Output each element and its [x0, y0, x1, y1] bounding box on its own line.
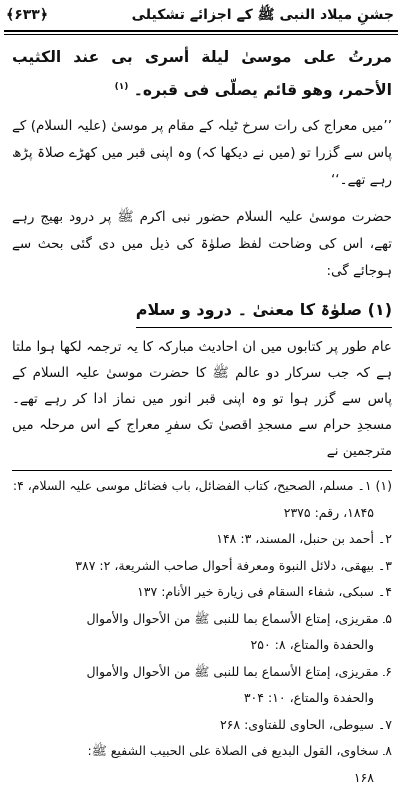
- page-number: ﴿۶۳۳﴾: [6, 7, 49, 23]
- main-content: [12, 42, 392, 791]
- footnotes: [12, 473, 392, 791]
- footnote-item-cont: ۱۸۴۵، رقم: ۲۳۷۵: [283, 504, 374, 520]
- footnote-item: (۱) ۱۔ مسلم، الصحیح، کتاب الفضائل، باب فضائل موسى علیہ السلام، ۴:: [12, 478, 392, 494]
- arabic-hadith-quote: [12, 42, 392, 105]
- section-heading: (۱) صلوٰۃ کا معنیٰ ۔ درود و سلام: [136, 295, 392, 328]
- urdu-translation: ’’میں معراج کی رات سرخ ٹیلہ کے مقام پر موسیٰ (علیہ السلام) کے پاس سے گزرا تو (میں نے دیکھا کہ) وہ اپنی قبر میں کھڑے صلاۃ پڑھ رہے تھے۔‘‘: [12, 118, 392, 189]
- footnote-item-cont: والحفدة والمتاع، ۸: ۲۵۰: [250, 637, 374, 653]
- paragraph-2: عام طور پر کتابوں میں ان احادیث مبارکہ کا یہ ترجمہ لکھا ہوا ملتا ہے کہ جب سرکار دو عالم ﷺ کا حضرت موسیٰ علیہ السلام کے پاس سے گزر ہوا تو وہ اپنی قبر انور میں نماز ادا کر رہے تھے۔ مسجدِ حرام سے مسجدِ اقصیٰ تک سفرِ معراج کے اس مرحلہ میں مترجمین نے: [12, 339, 392, 460]
- header-rule: [4, 30, 398, 32]
- footnote-ref: (۱): [114, 82, 129, 92]
- paragraph-1: حضرت موسیٰ علیہ السلام حضور نبی اکرم ﷺ پر درود بھیج رہے تھے، اس کی وضاحت لفظ صلوٰۃ کی ذیل میں دی گئی بحث سے ہوجائے گی:: [12, 209, 392, 280]
- running-title: جشنِ میلاد النبی ﷺ کے اجزائے تشکیلی: [131, 7, 394, 23]
- footnote-item: ۶۔ مقریزی، إمتاع الأسماع بما للنبی ﷺ من الأحوال والأموال: [86, 663, 392, 679]
- footnote-divider: [12, 470, 392, 471]
- footnote-item: ۳۔ بیهقی، دلائل النبوة ومعرفة أحوال صاحب الشریعة، ۲: ۳۸۷: [75, 557, 392, 573]
- footnote-item: ۵۔ مقریزی، إمتاع الأسماع بما للنبی ﷺ من الأحوال والأموال: [86, 610, 392, 626]
- footnote-item: ۲۔ أحمد بن حنبل، المسند، ۳: ۱۴۸: [216, 531, 392, 547]
- page-header: [0, 0, 402, 34]
- arabic-quote-text: مررتُ على موسىٰ ليلة أسرى بى عند الكثيب الأحمر، وهو قائم يصلّى فى قبره۔: [12, 48, 392, 100]
- header-rule-thin: [4, 34, 398, 35]
- footnote-item: ۸۔ سخاوی، القول البدیع فی الصلاة علی الحبیب الشفیع ﷺ:: [87, 743, 392, 759]
- footnote-item-cont: والحفدة والمتاع، ۱۰: ۳۰۴: [243, 690, 374, 706]
- footnote-item: ۷۔ سیوطی، الحاوی للفتاوی: ۲۶۸: [219, 716, 392, 732]
- footnote-item: ۴۔ سبکی، شفاء السقام فی زیارة خیر الأنام: ۱۳۷: [137, 584, 392, 600]
- footnote-item-cont: ۱۶۸: [353, 769, 374, 785]
